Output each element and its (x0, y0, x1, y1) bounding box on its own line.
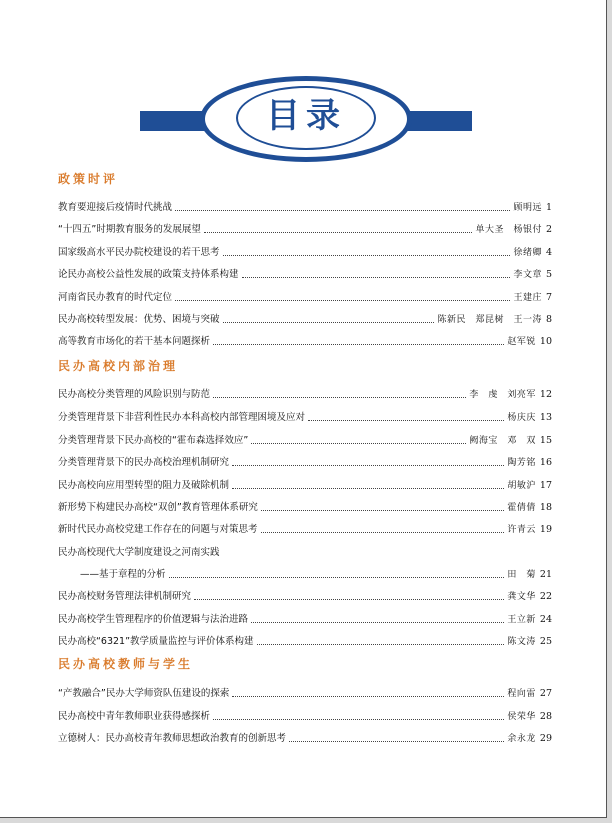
dot-leader (289, 741, 504, 742)
entry-title: 民办高校转型发展：优势、困境与突破 (58, 314, 220, 325)
entry-author: 赵军锐 (507, 337, 536, 347)
page-title: 目录 (266, 96, 346, 136)
dot-leader (261, 510, 505, 511)
entry-title: 民办高校向应用型转型的阻力及破除机制 (58, 480, 230, 491)
entry-title: ——基于章程的分析 (80, 569, 166, 580)
entry-author: 陈文涛 (507, 637, 536, 647)
toc-entry[interactable] (58, 220, 552, 236)
entry-author: 王立新 (507, 615, 536, 625)
entry-title: “十四五”时期教育服务的发展展望 (58, 224, 201, 235)
entry-title: 分类管理背景下民办高校的“霍布森选择效应” (58, 435, 249, 446)
toc-entry[interactable] (58, 498, 552, 514)
entry-page-number: 28 (539, 711, 552, 722)
toc-entry[interactable] (58, 587, 552, 603)
dot-leader (257, 644, 505, 645)
dot-leader (223, 255, 511, 256)
entry-page-number: 25 (539, 636, 552, 647)
entry-page-number: 22 (539, 591, 552, 602)
entry-title: 高等教育市场化的若干基本问题探析 (58, 336, 211, 347)
toc-entry[interactable] (58, 632, 552, 648)
entry-title: 新时代民办高校党建工作存在的问题与对策思考 (58, 524, 258, 535)
entry-author: 龚文华 (507, 592, 536, 602)
toc-entry[interactable] (58, 408, 552, 424)
toc-entry[interactable] (58, 332, 552, 348)
toc-entry[interactable] (58, 610, 552, 626)
toc-entry[interactable] (58, 476, 552, 492)
entry-page-number: 8 (545, 314, 552, 325)
dot-leader (175, 300, 510, 301)
entry-page-number: 21 (539, 569, 552, 580)
entry-author: 单大圣 杨银付 (475, 225, 542, 235)
header-bar-right (406, 111, 472, 131)
entry-page-number: 15 (539, 435, 552, 446)
entry-title: 教育要迎接后疫情时代挑战 (58, 202, 173, 213)
dot-leader (223, 322, 435, 323)
dot-leader (213, 344, 504, 345)
dot-leader (232, 696, 504, 697)
entry-author: 胡敏沪 (507, 481, 536, 491)
dot-leader (242, 277, 511, 278)
entry-page-number: 29 (539, 733, 552, 744)
entry-page-number: 27 (539, 688, 552, 699)
entry-title: 民办高校分类管理的风险识别与防范 (58, 389, 211, 400)
entry-author: 霍倩倩 (507, 503, 536, 513)
dot-leader (194, 599, 504, 600)
section-title: 民办高校教师与学生 (58, 657, 194, 671)
dot-leader (213, 719, 504, 720)
entry-author: 陶芳铭 (507, 458, 536, 468)
entry-author: 余永龙 (507, 734, 536, 744)
entry-page-number: 16 (539, 457, 552, 468)
toc-entry[interactable] (58, 198, 552, 214)
entry-page-number: 12 (539, 389, 552, 400)
entry-page-number: 7 (545, 292, 552, 303)
toc-entry[interactable] (58, 265, 552, 281)
dot-leader (169, 577, 505, 578)
toc-entry[interactable] (58, 729, 552, 745)
entry-title: 国家级高水平民办院校建设的若干思考 (58, 247, 220, 258)
entry-author: 王建庄 (513, 293, 542, 303)
entry-page-number: 18 (539, 502, 552, 513)
entry-title: 河南省民办教育的时代定位 (58, 292, 173, 303)
entry-title: 民办高校财务管理法律机制研究 (58, 591, 192, 602)
entry-page-number: 5 (545, 269, 552, 280)
entry-title: 民办高校中青年教师职业获得感探析 (58, 711, 211, 722)
dot-leader (204, 232, 473, 233)
entry-author: 阙海宝 邓 双 (469, 436, 536, 446)
entry-title: 立德树人：民办高校青年教师思想政治教育的创新思考 (58, 733, 287, 744)
toc-entry[interactable] (58, 543, 552, 559)
dot-leader (232, 465, 504, 466)
toc-entry[interactable] (58, 453, 552, 469)
entry-author: 顾明远 (513, 203, 542, 213)
entry-author: 李文章 (513, 270, 542, 280)
toc-entry[interactable] (58, 565, 552, 581)
toc-entry[interactable] (58, 288, 552, 304)
entry-page-number: 13 (539, 412, 552, 423)
entry-title: 新形势下构建民办高校“双创”教育管理体系研究 (58, 502, 258, 513)
section-title: 政策时评 (58, 172, 119, 186)
entry-title: 民办高校现代大学制度建设之河南实践 (58, 547, 220, 558)
entry-title: “产教融合”民办大学师资队伍建设的探索 (58, 688, 230, 699)
entry-page-number: 19 (539, 524, 552, 535)
entry-title: 民办高校“6321”教学质量监控与评价体系构建 (58, 636, 254, 647)
section-title: 民办高校内部治理 (58, 359, 179, 373)
dot-leader (251, 622, 504, 623)
entry-author: 侯荣华 (507, 712, 536, 722)
entry-author: 徐绪卿 (513, 248, 542, 258)
entry-page-number: 2 (545, 224, 552, 235)
dot-leader (175, 210, 510, 211)
dot-leader (261, 532, 505, 533)
toc-entry[interactable] (58, 385, 552, 401)
toc-entry[interactable] (58, 310, 552, 326)
entry-title: 民办高校学生管理程序的价值逻辑与法治进路 (58, 614, 249, 625)
entry-author: 田 菊 (507, 570, 536, 580)
entry-author: 陈新民 郑昆树 王一涛 (437, 315, 542, 325)
dot-leader (308, 420, 504, 421)
entry-page-number: 17 (539, 480, 552, 491)
entry-author: 许青云 (507, 525, 536, 535)
toc-entry[interactable] (58, 431, 552, 447)
entry-author: 杨庆庆 (507, 413, 536, 423)
entry-page-number: 24 (539, 614, 552, 625)
dot-leader (251, 443, 466, 444)
entry-title: 分类管理背景下的民办高校治理机制研究 (58, 457, 230, 468)
entry-page-number: 10 (539, 336, 552, 347)
toc-entry[interactable] (58, 243, 552, 259)
entry-author: 程向雷 (507, 689, 536, 699)
dot-leader (213, 397, 466, 398)
dot-leader (232, 488, 504, 489)
header-bar-left (140, 111, 205, 131)
entry-page-number: 4 (545, 247, 552, 258)
toc-entry[interactable] (58, 707, 552, 723)
toc-entry[interactable] (58, 520, 552, 536)
entry-page-number: 1 (545, 202, 552, 213)
toc-entry[interactable] (58, 684, 552, 700)
entry-author: 李 虔 刘亮军 (469, 390, 536, 400)
entry-title: 论民办高校公益性发展的政策支持体系构建 (58, 269, 239, 280)
entry-title: 分类管理背景下非营利性民办本科高校内部管理困境及应对 (58, 412, 306, 423)
